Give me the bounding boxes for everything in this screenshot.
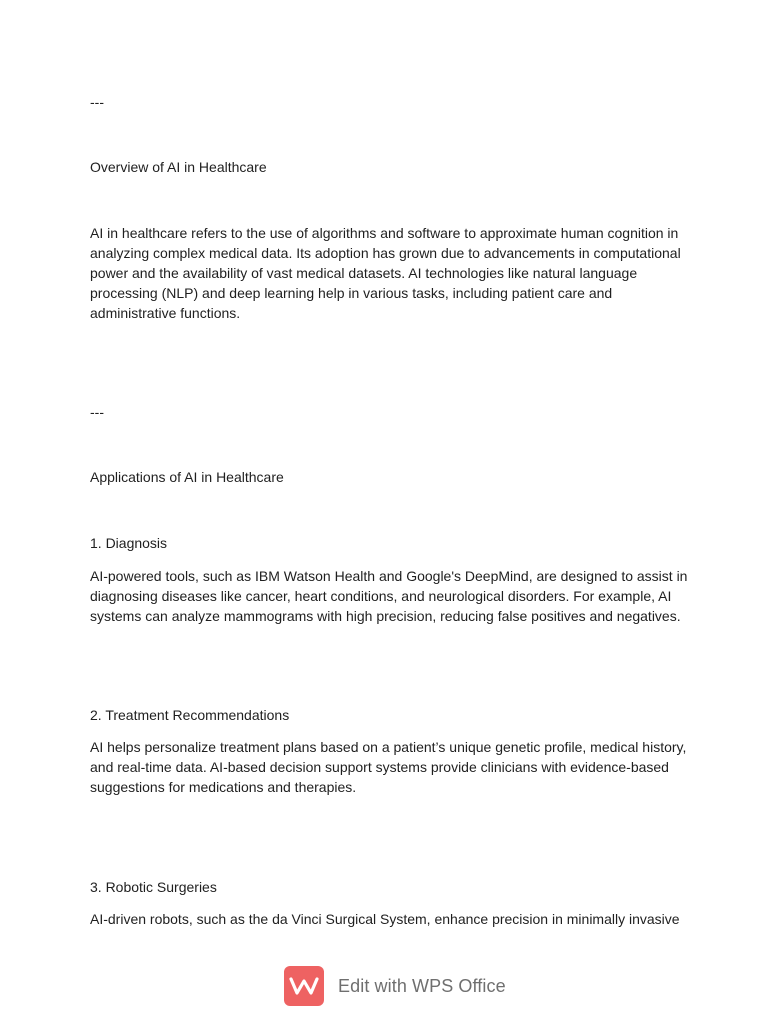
- edit-with-wps-office-label: Edit with WPS Office: [338, 976, 506, 996]
- treatment-heading: 2. Treatment Recommendations: [90, 707, 290, 723]
- divider-line: ---: [90, 94, 104, 110]
- divider-line: ---: [90, 404, 104, 420]
- wps-office-logo-icon: [284, 966, 324, 1006]
- treatment-paragraph: AI helps personalize treatment plans based on a patient’s unique genetic profile, medical history, and real-time data. AI-based decision support systems provide clinicians with evidence-based suggestions for medications and therapies.: [90, 739, 687, 795]
- robotic-surgeries-heading: 3. Robotic Surgeries: [90, 879, 217, 895]
- diagnosis-paragraph: AI-powered tools, such as IBM Watson Health and Google's DeepMind, are designed to assist in diagnosing diseases like cancer, heart conditions, and neurological disorders. For example, AI systems can analyze mammograms with high precision, reducing false positives and negatives.: [90, 568, 688, 624]
- edit-with-wps-office-button[interactable]: [284, 965, 506, 1007]
- diagnosis-heading: 1. Diagnosis: [90, 535, 168, 551]
- robotic-surgeries-paragraph: AI-driven robots, such as the da Vinci Surgical System, enhance precision in minimally invasive: [90, 911, 680, 927]
- applications-heading: Applications of AI in Healthcare: [90, 469, 284, 485]
- overview-heading: Overview of AI in Healthcare: [90, 159, 267, 175]
- overview-paragraph: AI in healthcare refers to the use of algorithms and software to approximate human cognition in analyzing complex medical data. Its adoption has grown due to advancements in computational power and the availability of vast medical datasets. AI technologies like natural language processing (NLP) and deep learning help in various tasks, including patient care and administrative functions.: [90, 225, 681, 321]
